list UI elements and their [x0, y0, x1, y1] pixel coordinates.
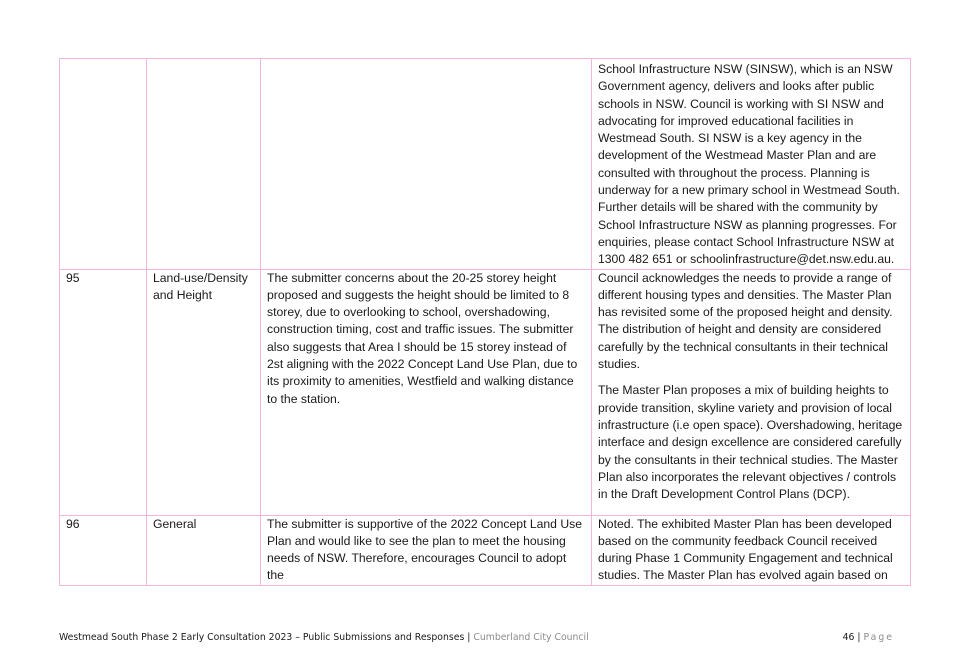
table-row — [60, 59, 911, 270]
table-row — [60, 269, 911, 515]
footer-document-title: Westmead South Phase 2 Early Consultation 2023 – Public Submissions and Responses — [59, 632, 465, 643]
page-number-block — [843, 632, 894, 644]
council-response-cell — [592, 515, 911, 585]
submissions-table — [59, 58, 911, 586]
footer-separator: | — [467, 632, 471, 643]
council-response-cell — [592, 269, 911, 515]
submission-summary-cell — [261, 59, 592, 270]
response-paragraph: Council acknowledges the needs to provide a range of different housing types and densities. The Master Plan has revisited some of the proposed height and density. The distribution of height and density are considered carefully by the technical consultants in their technical studies. — [598, 270, 893, 372]
submission-summary-cell: The submitter is supportive of the 2022 Concept Land Use Plan and would like to see the plan to meet the housing needs of NSW. Therefore, encourages Council to adopt the — [261, 515, 592, 585]
response-paragraph: School Infrastructure NSW (SINSW), which is an NSW Government agency, delivers and looks after public schools in NSW. Council is working with SI NSW and advocating for improved educational facilities in Westmead South. SI NSW is a key agency in the development of the Westmead Master Plan and are consulted with throughout the process. Planning is underway for a new primary school in Westmead South. Further details will be shared with the community by School Infrastructure NSW as planning progresses. For enquiries, please contact School Infrastructure NSW at 1300 482 651 or schoolinfrastructure@det.nsw.edu.au. — [598, 62, 900, 267]
council-response-cell — [592, 59, 911, 270]
submission-number-cell: 96 — [60, 515, 147, 585]
submission-summary-cell: The submitter concerns about the 20-25 storey height proposed and suggests the height should be limited to 8 storey, due to overlooking to school, overshadowing, construction timing, cost and traffic issues. The submitter also suggests that Area I should be 15 storey instead of 2st aligning with the 2022 Concept Land Use Plan, due to its proximity to amenities, Westfield and walking distance to the station. — [261, 269, 592, 515]
page-number: 46 — [842, 632, 855, 643]
response-paragraph: Noted. The exhibited Master Plan has been developed based on the community feedback Council received during Phase 1 Community Engagement and technical studies. The Master Plan has evolved again based on — [598, 516, 893, 583]
page-word: Page — [863, 632, 894, 643]
page-number-separator: | — [857, 632, 861, 643]
response-paragraph: The Master Plan proposes a mix of building heights to provide transition, skyline variety and provision of local infrastructure (i.e open space). Overshadowing, heritage interface and design excellence are considered carefully by the consultants in their technical studies. The Master Plan also incorporates the relevant objectives / controls in the Draft Development Control Plans (DCP). — [598, 383, 903, 502]
page-footer — [59, 632, 894, 644]
table-row — [60, 515, 911, 585]
topic-cell: General — [147, 515, 261, 585]
topic-cell: Land-use/Density and Height — [147, 269, 261, 515]
submission-number-cell — [60, 59, 147, 270]
footer-organisation: Cumberland City Council — [473, 632, 589, 643]
topic-cell — [147, 59, 261, 270]
submission-number-cell: 95 — [60, 269, 147, 515]
